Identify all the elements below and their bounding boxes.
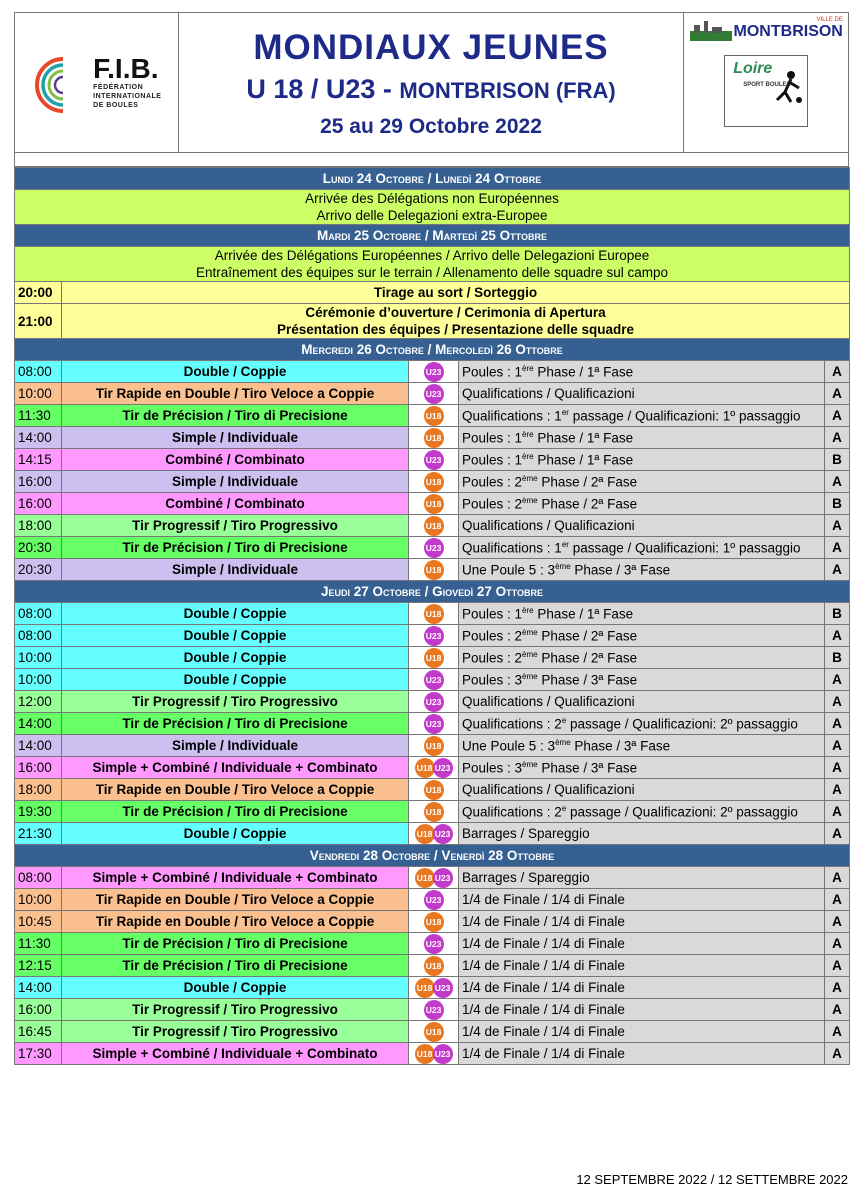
event-description: Qualifications : 1er passage / Qualificazioni: 1º passaggio	[459, 405, 825, 427]
event-class: A	[825, 933, 850, 955]
sponsor-logos	[684, 13, 848, 152]
event-time: 11:30	[15, 933, 62, 955]
ville-de-label: VILLE DE	[816, 17, 843, 23]
ceremony-title	[62, 304, 850, 339]
event-name: Tir de Précision / Tiro di Precisione	[62, 405, 409, 427]
u23-badge: U23	[433, 978, 453, 998]
fib-subtitle-2: INTERNATIONALE	[93, 93, 162, 100]
event-row	[15, 779, 850, 801]
event-category	[409, 1043, 459, 1065]
day-info-row	[15, 190, 850, 225]
event-time: 14:00	[15, 735, 62, 757]
event-name: Simple + Combiné / Individuale + Combinato	[62, 1043, 409, 1065]
event-category	[409, 383, 459, 405]
event-name: Tir Rapide en Double / Tiro Veloce a Coppie	[62, 889, 409, 911]
event-class: A	[825, 1043, 850, 1065]
event-class: A	[825, 405, 850, 427]
u18-badge: U18	[424, 494, 444, 514]
event-description: 1/4 de Finale / 1/4 di Finale	[459, 933, 825, 955]
event-row	[15, 493, 850, 515]
day-title: Lundi 24 Octobre / Lunedì 24 Ottobre	[15, 168, 850, 190]
page-title: MONDIAUX JEUNES	[253, 28, 609, 67]
event-category	[409, 515, 459, 537]
fib-emblem-icon	[31, 43, 91, 123]
event-time: 16:00	[15, 493, 62, 515]
event-row	[15, 933, 850, 955]
event-category	[409, 449, 459, 471]
subtitle-location: MONTBRISON (FRA)	[399, 78, 616, 103]
event-time: 21:30	[15, 823, 62, 845]
event-class: A	[825, 669, 850, 691]
event-category	[409, 999, 459, 1021]
event-row	[15, 691, 850, 713]
event-category	[409, 823, 459, 845]
u23-badge: U23	[433, 758, 453, 778]
event-class: A	[825, 1021, 850, 1043]
event-dates: 25 au 29 Octobre 2022	[320, 115, 542, 138]
u23-badge: U23	[424, 890, 444, 910]
event-description: Poules : 1ère Phase / 1ª Fase	[459, 449, 825, 471]
event-name: Simple / Individuale	[62, 427, 409, 449]
event-class: A	[825, 537, 850, 559]
event-time: 16:45	[15, 1021, 62, 1043]
event-time: 10:00	[15, 889, 62, 911]
event-name: Double / Coppie	[62, 625, 409, 647]
event-time: 12:00	[15, 691, 62, 713]
city-skyline-icon	[690, 19, 732, 41]
event-row	[15, 977, 850, 999]
day-title: Vendredi 28 Octobre / Venerdì 28 Ottobre	[15, 845, 850, 867]
footer-date: 12 SEPTEMBRE 2022 / 12 SETTEMBRE 2022	[576, 1172, 848, 1187]
event-time: 16:00	[15, 471, 62, 493]
u18-badge: U18	[415, 978, 435, 998]
event-description: Poules : 1ère Phase / 1ª Fase	[459, 603, 825, 625]
day-header-row	[15, 581, 850, 603]
event-class: B	[825, 449, 850, 471]
event-name: Simple / Individuale	[62, 735, 409, 757]
event-class: A	[825, 999, 850, 1021]
u18-badge: U18	[415, 1044, 435, 1064]
fib-subtitle-1: FÉDÉRATION	[93, 84, 144, 91]
fib-subtitle-3: DE BOULES	[93, 102, 139, 109]
event-description: Qualifications : 1er passage / Qualificazioni: 1º passaggio	[459, 537, 825, 559]
event-description: 1/4 de Finale / 1/4 di Finale	[459, 1043, 825, 1065]
event-description: Poules : 2ème Phase / 2ª Fase	[459, 625, 825, 647]
u23-badge: U23	[424, 670, 444, 690]
event-category	[409, 471, 459, 493]
event-description: Poules : 3ème Phase / 3ª Fase	[459, 757, 825, 779]
ceremony-line: Tirage au sort / Sorteggio	[373, 285, 538, 300]
event-class: A	[825, 427, 850, 449]
event-name: Double / Coppie	[62, 977, 409, 999]
u18-badge: U18	[424, 428, 444, 448]
event-category	[409, 757, 459, 779]
event-class: A	[825, 823, 850, 845]
event-name: Tir Rapide en Double / Tiro Veloce a Coppie	[62, 383, 409, 405]
event-row	[15, 361, 850, 383]
event-category	[409, 427, 459, 449]
event-description: Qualifications : 2e passage / Qualificazioni: 2º passaggio	[459, 713, 825, 735]
ceremony-row	[15, 282, 850, 304]
event-category	[409, 779, 459, 801]
ceremony-time: 20:00	[15, 282, 62, 304]
montbrison-label: MONTBRISON	[733, 23, 843, 40]
event-class: B	[825, 493, 850, 515]
event-class: A	[825, 559, 850, 581]
u18-badge: U18	[424, 736, 444, 756]
event-time: 16:00	[15, 999, 62, 1021]
event-name: Tir Progressif / Tiro Progressivo	[62, 691, 409, 713]
loire-label: Loire	[733, 60, 773, 77]
event-category	[409, 933, 459, 955]
u23-badge: U23	[424, 1000, 444, 1020]
event-time: 17:30	[15, 1043, 62, 1065]
event-description: Une Poule 5 : 3ème Phase / 3ª Fase	[459, 559, 825, 581]
event-row	[15, 889, 850, 911]
event-category	[409, 669, 459, 691]
event-description: Poules : 2ème Phase / 2ª Fase	[459, 493, 825, 515]
u18-badge: U18	[424, 604, 444, 624]
event-category	[409, 647, 459, 669]
event-name: Double / Coppie	[62, 361, 409, 383]
event-class: A	[825, 713, 850, 735]
u23-badge: U23	[424, 626, 444, 646]
event-description: 1/4 de Finale / 1/4 di Finale	[459, 911, 825, 933]
event-name: Tir Rapide en Double / Tiro Veloce a Coppie	[62, 911, 409, 933]
event-name: Double / Coppie	[62, 669, 409, 691]
event-time: 18:00	[15, 779, 62, 801]
event-category	[409, 405, 459, 427]
day-header-row	[15, 845, 850, 867]
event-description: Qualifications : 2e passage / Qualificazioni: 2º passaggio	[459, 801, 825, 823]
u23-badge: U23	[433, 868, 453, 888]
event-name: Combiné / Combinato	[62, 493, 409, 515]
u18-badge: U18	[424, 406, 444, 426]
day-info-row	[15, 247, 850, 282]
day-info	[15, 190, 850, 225]
event-row	[15, 383, 850, 405]
event-description: Poules : 1ère Phase / 1ª Fase	[459, 361, 825, 383]
event-category	[409, 603, 459, 625]
u23-badge: U23	[433, 1044, 453, 1064]
event-row	[15, 867, 850, 889]
event-time: 19:30	[15, 801, 62, 823]
u18-badge: U18	[424, 648, 444, 668]
event-name: Double / Coppie	[62, 647, 409, 669]
event-description: Qualifications / Qualificazioni	[459, 779, 825, 801]
event-name: Tir Rapide en Double / Tiro Veloce a Coppie	[62, 779, 409, 801]
event-name: Tir de Précision / Tiro di Precisione	[62, 537, 409, 559]
event-description: 1/4 de Finale / 1/4 di Finale	[459, 999, 825, 1021]
header-spacer	[14, 153, 849, 167]
event-row	[15, 647, 850, 669]
event-name: Combiné / Combinato	[62, 449, 409, 471]
event-row	[15, 999, 850, 1021]
u18-badge: U18	[424, 560, 444, 580]
event-name: Simple / Individuale	[62, 471, 409, 493]
event-description: Qualifications / Qualificazioni	[459, 383, 825, 405]
event-description: 1/4 de Finale / 1/4 di Finale	[459, 889, 825, 911]
event-category	[409, 955, 459, 977]
event-category	[409, 801, 459, 823]
event-row	[15, 471, 850, 493]
event-description: 1/4 de Finale / 1/4 di Finale	[459, 977, 825, 999]
event-time: 18:00	[15, 515, 62, 537]
event-time: 10:45	[15, 911, 62, 933]
event-category	[409, 911, 459, 933]
event-description: Poules : 1ère Phase / 1ª Fase	[459, 427, 825, 449]
event-time: 20:30	[15, 537, 62, 559]
day-info-line: Entraînement des équipes sur le terrain / Allenamento delle squadre sul campo	[195, 265, 669, 280]
bowler-icon	[773, 70, 803, 110]
event-time: 14:00	[15, 713, 62, 735]
u23-badge: U23	[424, 714, 444, 734]
day-header-row	[15, 168, 850, 190]
event-class: A	[825, 779, 850, 801]
event-name: Tir de Précision / Tiro di Precisione	[62, 955, 409, 977]
event-time: 08:00	[15, 361, 62, 383]
event-name: Simple + Combiné / Individuale + Combinato	[62, 867, 409, 889]
u18-badge: U18	[424, 1022, 444, 1042]
u18-badge: U18	[415, 758, 435, 778]
subtitle-categories: U 18 / U23 -	[246, 74, 400, 104]
u23-badge: U23	[424, 692, 444, 712]
event-category	[409, 691, 459, 713]
event-class: A	[825, 977, 850, 999]
event-row	[15, 911, 850, 933]
event-category	[409, 493, 459, 515]
event-name: Simple + Combiné / Individuale + Combinato	[62, 757, 409, 779]
u23-badge: U23	[433, 824, 453, 844]
event-description: Poules : 2ème Phase / 2ª Fase	[459, 471, 825, 493]
event-category	[409, 735, 459, 757]
event-class: A	[825, 735, 850, 757]
day-info-line: Arrivée des Délégations non Européennes	[305, 191, 559, 206]
event-name: Tir Progressif / Tiro Progressivo	[62, 515, 409, 537]
event-name: Tir Progressif / Tiro Progressivo	[62, 1021, 409, 1043]
event-row	[15, 713, 850, 735]
event-class: A	[825, 867, 850, 889]
event-row	[15, 1043, 850, 1065]
event-description: Qualifications / Qualificazioni	[459, 691, 825, 713]
day-header-row	[15, 339, 850, 361]
u23-badge: U23	[424, 538, 444, 558]
ceremony-row	[15, 304, 850, 339]
event-category	[409, 977, 459, 999]
loire-sub-label: SPORT BOULES	[743, 82, 791, 88]
ceremony-time: 21:00	[15, 304, 62, 339]
event-description: Barrages / Spareggio	[459, 867, 825, 889]
event-name: Double / Coppie	[62, 823, 409, 845]
event-description: Une Poule 5 : 3ème Phase / 3ª Fase	[459, 735, 825, 757]
event-category	[409, 559, 459, 581]
u18-badge: U18	[424, 472, 444, 492]
event-time: 11:30	[15, 405, 62, 427]
event-time: 12:15	[15, 955, 62, 977]
event-name: Tir de Précision / Tiro di Precisione	[62, 933, 409, 955]
u18-badge: U18	[424, 516, 444, 536]
event-class: A	[825, 515, 850, 537]
u18-badge: U18	[424, 912, 444, 932]
event-category	[409, 625, 459, 647]
event-description: 1/4 de Finale / 1/4 di Finale	[459, 955, 825, 977]
event-name: Tir de Précision / Tiro di Precisione	[62, 801, 409, 823]
event-class: B	[825, 647, 850, 669]
event-class: B	[825, 603, 850, 625]
event-class: A	[825, 955, 850, 977]
u23-badge: U23	[424, 934, 444, 954]
u18-badge: U18	[424, 780, 444, 800]
event-row	[15, 801, 850, 823]
event-name: Double / Coppie	[62, 603, 409, 625]
u18-badge: U18	[415, 868, 435, 888]
ceremony-line: Cérémonie d’ouverture / Cerimonia di Apertura	[305, 305, 606, 320]
montbrison-logo	[690, 17, 843, 41]
event-time: 08:00	[15, 603, 62, 625]
fib-logo	[15, 13, 179, 152]
event-class: A	[825, 471, 850, 493]
event-description: 1/4 de Finale / 1/4 di Finale	[459, 1021, 825, 1043]
u18-badge: U18	[415, 824, 435, 844]
event-row	[15, 537, 850, 559]
event-class: A	[825, 691, 850, 713]
u18-badge: U18	[424, 956, 444, 976]
event-class: A	[825, 625, 850, 647]
event-class: A	[825, 757, 850, 779]
event-time: 14:15	[15, 449, 62, 471]
event-time: 10:00	[15, 669, 62, 691]
event-name: Tir de Précision / Tiro di Precisione	[62, 713, 409, 735]
event-row	[15, 735, 850, 757]
event-class: A	[825, 361, 850, 383]
event-row	[15, 405, 850, 427]
event-category	[409, 1021, 459, 1043]
event-row	[15, 955, 850, 977]
event-description: Poules : 2ème Phase / 2ª Fase	[459, 647, 825, 669]
event-category	[409, 537, 459, 559]
event-time: 10:00	[15, 647, 62, 669]
event-name: Tir Progressif / Tiro Progressivo	[62, 999, 409, 1021]
event-time: 08:00	[15, 867, 62, 889]
day-info	[15, 247, 850, 282]
event-row	[15, 427, 850, 449]
event-class: A	[825, 889, 850, 911]
event-row	[15, 515, 850, 537]
u23-badge: U23	[424, 362, 444, 382]
event-description: Qualifications / Qualificazioni	[459, 515, 825, 537]
event-time: 20:30	[15, 559, 62, 581]
event-description: Barrages / Spareggio	[459, 823, 825, 845]
day-title: Mardi 25 Octobre / Martedì 25 Ottobre	[15, 225, 850, 247]
event-category	[409, 361, 459, 383]
event-row	[15, 603, 850, 625]
event-description: Poules : 3ème Phase / 3ª Fase	[459, 669, 825, 691]
u23-badge: U23	[424, 450, 444, 470]
ceremony-line: Présentation des équipes / Presentazione delle squadre	[276, 322, 635, 337]
loire-sport-boules-logo	[724, 55, 808, 127]
event-category	[409, 713, 459, 735]
event-time: 14:00	[15, 427, 62, 449]
u18-badge: U18	[424, 802, 444, 822]
event-time: 14:00	[15, 977, 62, 999]
event-name: Simple / Individuale	[62, 559, 409, 581]
event-category	[409, 867, 459, 889]
page-subtitle	[246, 74, 615, 105]
event-row	[15, 823, 850, 845]
u23-badge: U23	[424, 384, 444, 404]
event-row	[15, 559, 850, 581]
event-time: 10:00	[15, 383, 62, 405]
event-class: A	[825, 801, 850, 823]
day-title: Mercredi 26 Octobre / Mercoledì 26 Ottobre	[15, 339, 850, 361]
event-time: 08:00	[15, 625, 62, 647]
event-category	[409, 889, 459, 911]
ceremony-title	[62, 282, 850, 304]
day-info-line: Arrivée des Délégations Européennes / Arrivo delle Delegazioni Europee	[214, 248, 650, 263]
event-class: A	[825, 911, 850, 933]
event-row	[15, 669, 850, 691]
day-header-row	[15, 225, 850, 247]
day-title: Jeudi 27 Octobre / Giovedì 27 Ottobre	[15, 581, 850, 603]
fib-name: F.I.B.	[93, 53, 159, 84]
document-header	[14, 12, 849, 153]
title-box	[179, 13, 685, 152]
event-row	[15, 757, 850, 779]
event-row	[15, 1021, 850, 1043]
event-row	[15, 449, 850, 471]
schedule-table	[14, 167, 850, 1065]
event-row	[15, 625, 850, 647]
event-class: A	[825, 383, 850, 405]
day-info-line: Arrivo delle Delegazioni extra-Europee	[316, 208, 548, 223]
event-time: 16:00	[15, 757, 62, 779]
